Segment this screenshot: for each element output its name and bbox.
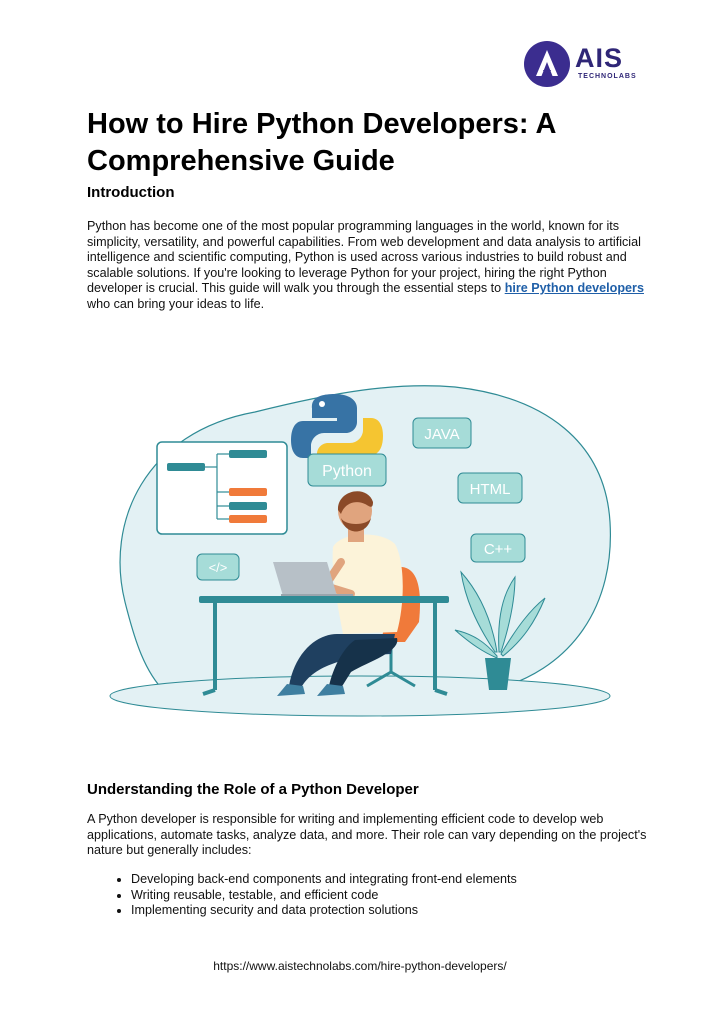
python-tag	[308, 454, 386, 486]
company-logo	[524, 41, 636, 87]
logo-brand: AIS	[575, 43, 624, 73]
intro-paragraph	[87, 219, 647, 312]
code-tag	[197, 554, 239, 580]
python-tag-label: Python	[322, 463, 372, 480]
hire-python-developers-link[interactable]: hire Python developers	[504, 281, 644, 295]
list-item: • Implementing security and data protection solutions	[131, 903, 691, 919]
role-bullet-list	[87, 872, 691, 919]
intro-text: Python has become one of the most popular programming languages in the world, known for its simplicity, versatility, and powerful capabilities. From web development and data analysis to artificial intelligence and scientific computing, Python is used across various industries to build robust and scalable solutions. If you're looking to leverage Python for your project, hiring the right Python developer is crucial. This guide will walk you through the essential steps to	[87, 219, 641, 295]
role-heading: Understanding the Role of a Python Developer	[87, 781, 419, 798]
code-tag-label: </>	[208, 560, 228, 575]
java-tag-label: JAVA	[424, 426, 460, 443]
intro-text-end: who can bring your ideas to life.	[87, 296, 265, 311]
html-tag-label: HTML	[469, 481, 511, 498]
cpp-tag-label: C++	[483, 541, 513, 558]
footer-url[interactable]: https://www.aistechnolabs.com/hire-python-developers/	[213, 959, 507, 973]
role-paragraph: A Python developer is responsible for writing and implementing efficient code to develop web applications, automate tasks, analyze data, and more. Their role can vary depending on the project's nature but generally includes:	[87, 812, 647, 857]
cpp-tag	[471, 534, 525, 562]
intro-heading: Introduction	[87, 184, 175, 201]
logo-subtitle: TECHNOLABS	[578, 73, 637, 80]
flowchart-panel	[157, 442, 287, 534]
html-tag	[458, 473, 522, 503]
logo-mark-icon	[524, 41, 570, 87]
developer-illustration	[105, 372, 625, 737]
list-item: • Developing back-end components and integrating front-end elements	[131, 872, 691, 888]
java-tag	[413, 418, 471, 448]
page-title: How to Hire Python Developers: A Comprehensive Guide	[87, 108, 556, 177]
list-item: • Writing reusable, testable, and efficient code	[131, 888, 691, 904]
